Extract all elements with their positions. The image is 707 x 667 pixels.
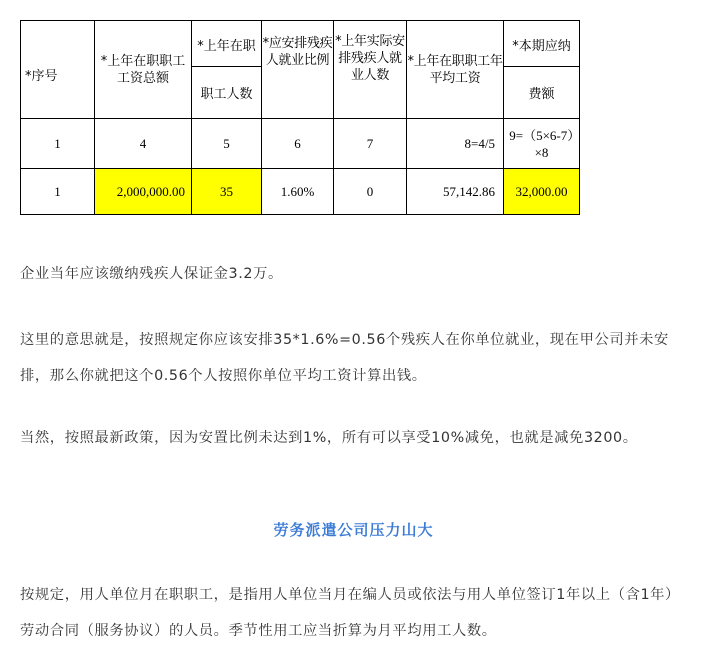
header-total-wages: *上年在职职工工资总额 — [95, 21, 192, 119]
table-header-row — [21, 21, 580, 119]
paragraph-explanation: 这里的意思就是，按照规定你应该安排35*1.6%=0.56个残疾人在你单位就业，现在甲公司并未安排，那么你就把这个0.56个人按照你单位平均工资计算出钱。 — [20, 332, 669, 384]
cell-value-average-wage: 57,142.86 — [407, 169, 504, 215]
cell-value-payable: 32,000.00 — [504, 169, 580, 215]
header-payable-amount-top: *本期应纳 — [504, 21, 579, 67]
paragraph-reduction: 当然，按照最新政策，因为安置比例未达到1%，所有可以享受10%减免，也就是减免3200。 — [20, 430, 638, 446]
header-serial-number: *序号 — [21, 21, 95, 119]
header-actual-disabled-employees: *上年实际安排残疾人就业人数 — [334, 21, 407, 119]
cell-value-total-wages: 2,000,000.00 — [95, 169, 192, 215]
header-employee-count-bottom: 职工人数 — [200, 87, 253, 102]
cell-formula-payable: 9=（5×6-7）×8 — [504, 119, 580, 169]
header-average-wage: *上年在职职工年平均工资 — [407, 21, 504, 119]
header-employee-count — [192, 21, 262, 119]
cell-formula-serial: 1 — [21, 119, 95, 169]
cell-formula-average-wage: 8=4/5 — [407, 119, 504, 169]
cell-value-serial: 1 — [21, 169, 95, 215]
header-employee-count-top: *上年在职 — [192, 21, 261, 67]
cell-formula-ratio: 6 — [262, 119, 334, 169]
cell-formula-actual: 7 — [334, 119, 407, 169]
header-payable-amount — [504, 21, 580, 119]
section-heading: 劳务派遣公司压力山大 — [273, 521, 434, 539]
cell-formula-employee-count: 5 — [192, 119, 262, 169]
header-payable-amount-bottom: 费额 — [528, 87, 555, 102]
table-row — [21, 169, 580, 215]
cell-value-ratio: 1.60% — [262, 169, 334, 215]
levy-calculation-table — [20, 20, 580, 215]
table-row — [21, 119, 580, 169]
paragraph-employee-definition: 按规定，用人单位月在职职工，是指用人单位当月在编人员或依法与用人单位签订1年以上（含1年）劳动合同（服务协议）的人员。季节性用工应当折算为月平均用工人数。 — [20, 587, 680, 639]
cell-formula-total-wages: 4 — [95, 119, 192, 169]
cell-value-actual: 0 — [334, 169, 407, 215]
paragraph-levy-summary: 企业当年应该缴纳残疾人保证金3.2万。 — [20, 266, 283, 282]
cell-value-employee-count: 35 — [192, 169, 262, 215]
header-required-ratio: *应安排残疾人就业比例 — [262, 21, 334, 119]
